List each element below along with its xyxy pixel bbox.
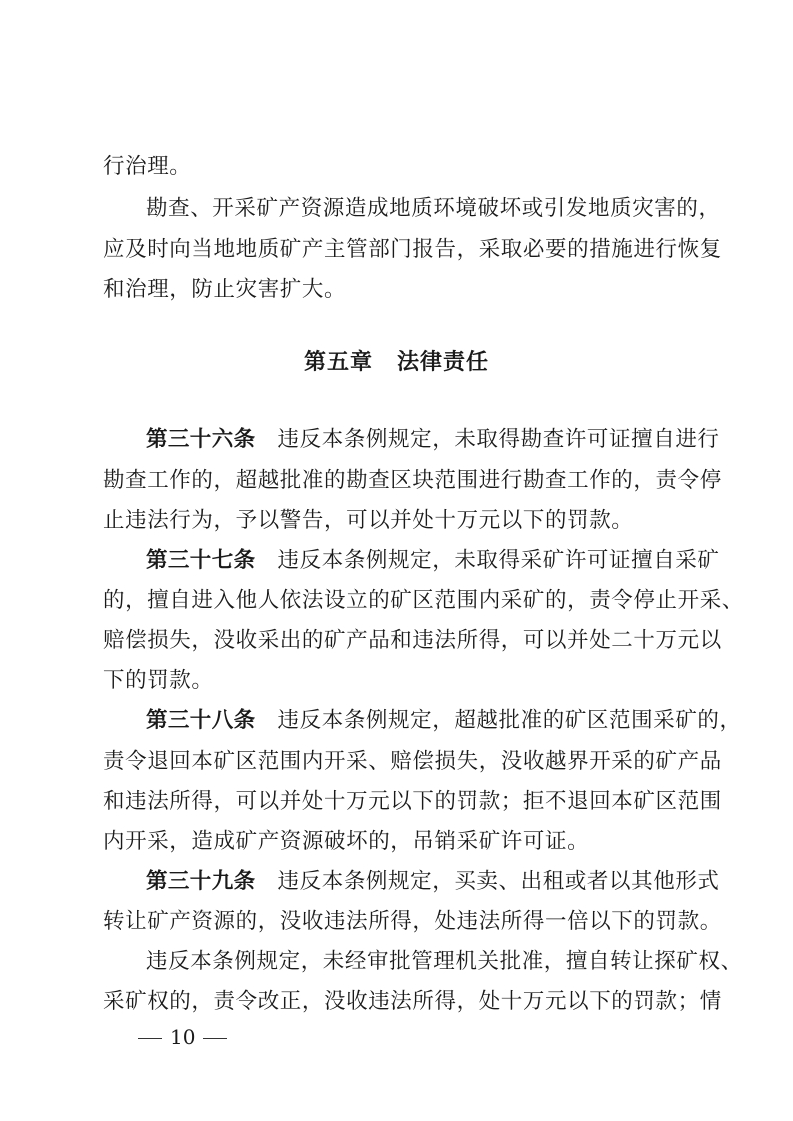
article-label: 第三十七条 xyxy=(146,548,256,573)
text-line: 和治理，防止灾害扩大。 xyxy=(103,277,347,302)
article-text: 违反本条例规定，买卖、出租或者以其他形式 xyxy=(277,869,720,894)
text-line: 止违法行为，予以警告，可以并处十万元以下的罚款。 xyxy=(103,508,634,533)
page-number-value: 10 xyxy=(170,1025,196,1049)
chapter-number: 第五章 xyxy=(303,350,373,375)
text-line: 内开采，造成矿产资源破坏的，吊销采矿许可证。 xyxy=(103,829,590,854)
article-first-line xyxy=(146,423,720,457)
page-number xyxy=(130,1022,235,1052)
dash-decoration xyxy=(138,1038,162,1039)
article-text: 违反本条例规定，未取得勘查许可证擅自进行 xyxy=(277,427,720,452)
article-first-line xyxy=(146,865,720,899)
text-line: 和违法所得，可以并处十万元以下的罚款；拒不退回本矿区范围 xyxy=(103,789,722,814)
article-text: 违反本条例规定，未取得采矿许可证擅自采矿 xyxy=(277,548,720,573)
text-line: 下的罚款。 xyxy=(103,668,214,693)
text-line: 勘查、开采矿产资源造成地质环境破坏或引发地质灾害的， xyxy=(146,196,721,221)
article-label: 第三十六条 xyxy=(146,427,256,452)
text-line: 行治理。 xyxy=(103,154,192,179)
dash-decoration xyxy=(203,1038,227,1039)
article-first-line xyxy=(146,704,742,738)
article-label: 第三十八条 xyxy=(146,708,256,733)
text-line: 转让矿产资源的，没收违法所得，处违法所得一倍以下的罚款。 xyxy=(103,909,722,934)
text-line: 勘查工作的，超越批准的勘查区块范围进行勘查工作的，责令停 xyxy=(103,468,722,493)
article-first-line xyxy=(146,544,720,578)
text-line: 违反本条例规定，未经审批管理机关批准，擅自转让探矿权、 xyxy=(146,949,743,974)
article-text: 违反本条例规定，超越批准的矿区范围采矿的， xyxy=(277,708,742,733)
chapter-title: 法律责任 xyxy=(397,350,490,375)
text-line: 的，擅自进入他人依法设立的矿区范围内采矿的，责令停止开采、 xyxy=(103,588,744,613)
text-line: 采矿权的，责令改正，没收违法所得，处十万元以下的罚款；情 xyxy=(103,989,722,1014)
text-line: 责令退回本矿区范围内开采、赔偿损失，没收越界开采的矿产品 xyxy=(103,749,722,774)
text-line: 赔偿损失，没收采出的矿产品和违法所得，可以并处二十万元以 xyxy=(103,628,722,653)
text-line: 应及时向当地地质矿产主管部门报告，采取必要的措施进行恢复 xyxy=(103,237,722,262)
article-label: 第三十九条 xyxy=(146,869,256,894)
chapter-heading xyxy=(0,345,793,381)
